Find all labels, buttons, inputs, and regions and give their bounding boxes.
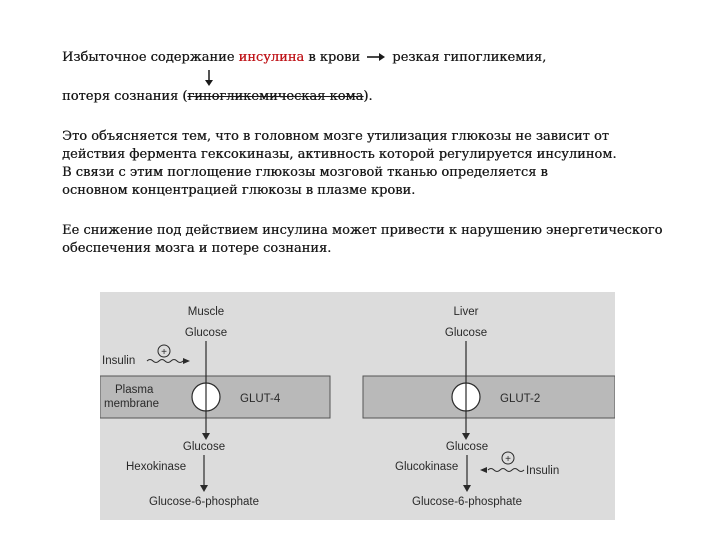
statement-line-1: [62, 50, 546, 66]
consequence-text-end: ).: [363, 89, 373, 104]
down-arrow-icon: [203, 69, 215, 87]
paragraph-line: Ее снижение под действием инсулина может привести к нарушению энергетического: [62, 223, 663, 238]
right-arrow-icon: [366, 52, 386, 62]
muscle-glucose-bottom: Glucose: [182, 441, 226, 453]
muscle-product: Glucose-6-phosphate: [149, 496, 259, 508]
paragraph-line: действия фермента гексокиназы, активность которой регулируется инсулином.: [62, 147, 617, 162]
liver-glucose-bottom: Glucose: [445, 441, 489, 453]
glucose-uptake-diagram: [100, 292, 615, 520]
plasma-label: Plasma: [115, 384, 154, 396]
glut4-label: GLUT-4: [240, 393, 281, 405]
glucokinase-label: Glucokinase: [395, 461, 459, 473]
paragraph-line: обеспечения мозга и потере сознания.: [62, 241, 332, 256]
hypoglycemic-coma-text: гипогликемическая кома: [187, 89, 364, 104]
muscle-plus-sign: +: [161, 347, 167, 358]
statement-text-end: резкая гипогликемия,: [388, 50, 547, 65]
muscle-title: Muscle: [187, 306, 225, 318]
paragraph-line: Это объясняется тем, что в головном мозге утилизация глюкозы не зависит от: [62, 129, 609, 144]
statement-text-start: Избыточное содержание: [62, 50, 239, 65]
liver-insulin-label: Insulin: [526, 465, 560, 477]
statement-line-2: [62, 89, 373, 105]
muscle-insulin-label: Insulin: [102, 355, 136, 367]
liver-glucose-top: Glucose: [444, 327, 488, 339]
paragraph-line: В связи с этим поглощение глюкозы мозговой тканью определяется в: [62, 165, 548, 180]
statement-text-mid: в крови: [304, 50, 360, 65]
membrane-label: membrane: [104, 398, 159, 410]
liver-plus-sign: +: [505, 454, 511, 465]
muscle-glucose-top: Glucose: [184, 327, 228, 339]
glut2-label: GLUT-2: [500, 393, 541, 405]
liver-title: Liver: [453, 306, 479, 318]
paragraph-line: основном концентрацией глюкозы в плазме крови.: [62, 183, 416, 198]
consequence-text-start: потеря сознания (: [62, 89, 188, 104]
glucose-uptake-figure: [100, 292, 615, 520]
hexokinase-label: Hexokinase: [126, 461, 187, 473]
insulin-word: инсулина: [238, 50, 305, 65]
liver-plasma-membrane: [363, 376, 615, 418]
liver-product: Glucose-6-phosphate: [412, 496, 522, 508]
